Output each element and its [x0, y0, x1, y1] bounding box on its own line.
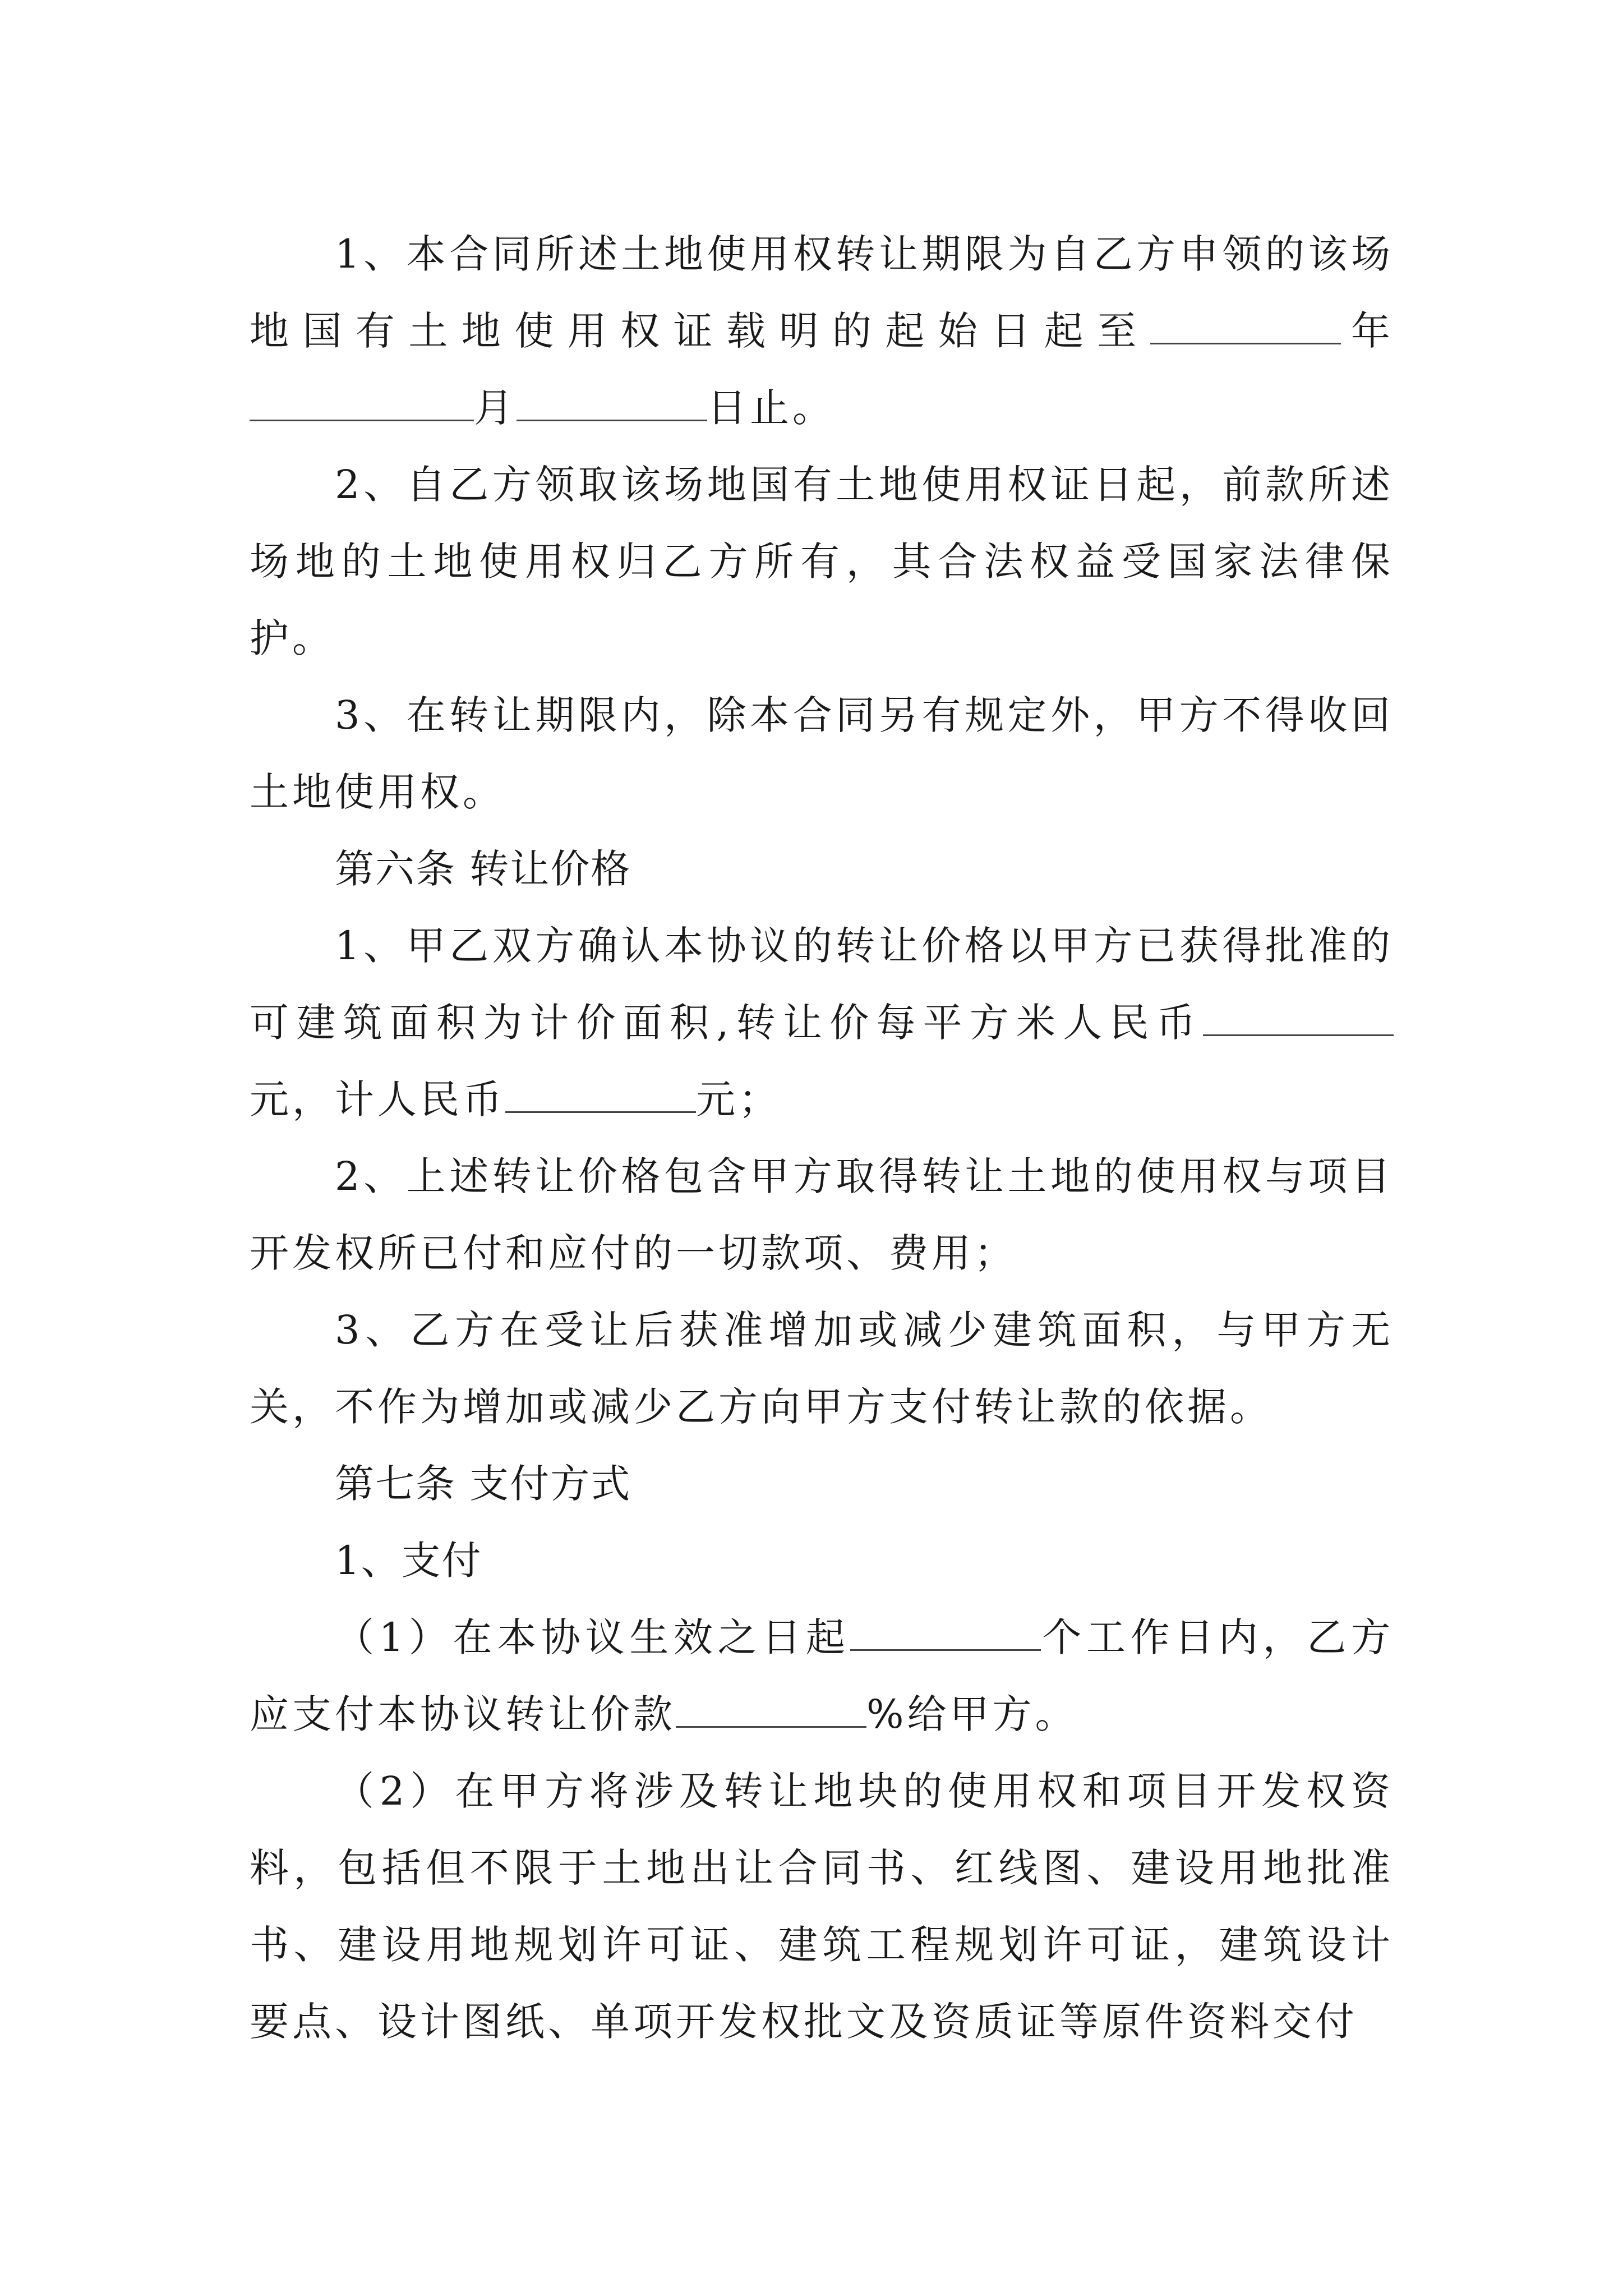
clause-text: %给甲方。 — [866, 1691, 1078, 1737]
clause-ownership: 2、自乙方领取该场地国有土地使用权证日起，前款所述场地的土地使用权归乙方所有，其合法权益受国家法律保护。 — [250, 462, 1394, 661]
blank-month-prefix — [250, 380, 474, 421]
clause-text: 1、本合同所述土地使用权转让期限为自乙方申领的该场地国有土地使用权证载明的起始日起至 — [250, 231, 1394, 354]
clause-text: 元，计人民币 — [250, 1076, 505, 1122]
clause-text: 个工作日内，乙方应支付本协议转让价款 — [250, 1614, 1394, 1737]
section-heading-6: 第六条 转让价格 — [335, 846, 631, 892]
subheading-payment: 1、支付 — [335, 1538, 482, 1584]
blank-unit-price — [1203, 995, 1394, 1036]
clause-text: 元； — [696, 1076, 781, 1122]
clause-text: （1）在本协议生效之日起 — [335, 1614, 850, 1660]
clause-area-change: 3、乙方在受让后获准增加或减少建筑面积，与甲方无关，不作为增加或减少乙方向甲方支付转让款的依据。 — [250, 1307, 1394, 1430]
clause-text: 1、甲乙双方确认本协议的转让价格以甲方已获得批准的可建筑面积为计价面积,转让价每平方米人民币 — [250, 923, 1394, 1046]
blank-year — [1150, 303, 1341, 344]
clause-no-recall: 3、在转让期限内，除本合同另有规定外，甲方不得收回土地使用权。 — [250, 692, 1394, 815]
clause-text: 年 — [1340, 308, 1394, 354]
blank-day — [517, 380, 707, 421]
clause-text: 日止。 — [707, 385, 835, 431]
clause-price-includes: 2、上述转让价格包含甲方取得转让土地的使用权与项目开发权所已付和应付的一切款项、费用； — [250, 1153, 1394, 1276]
clause-term-period — [250, 216, 1394, 447]
clause-payment-2: （2）在甲方将涉及转让地块的使用权和项目开发权资料，包括但不限于土地出让合同书、红线图、建设用地批准书、建设用地规划许可证、建筑工程规划许可证，建筑设计要点、设计图纸、单项开发权批文及资质证等原件资料交付 — [250, 1768, 1394, 2045]
blank-workdays — [850, 1610, 1041, 1651]
clause-text: 月 — [474, 385, 517, 431]
clause-payment-1 — [250, 1599, 1394, 1753]
blank-total-price — [505, 1072, 696, 1113]
document-page — [250, 216, 1394, 2060]
clause-price — [250, 908, 1394, 1138]
section-heading-7: 第七条 支付方式 — [335, 1461, 631, 1507]
blank-percent — [676, 1687, 866, 1728]
